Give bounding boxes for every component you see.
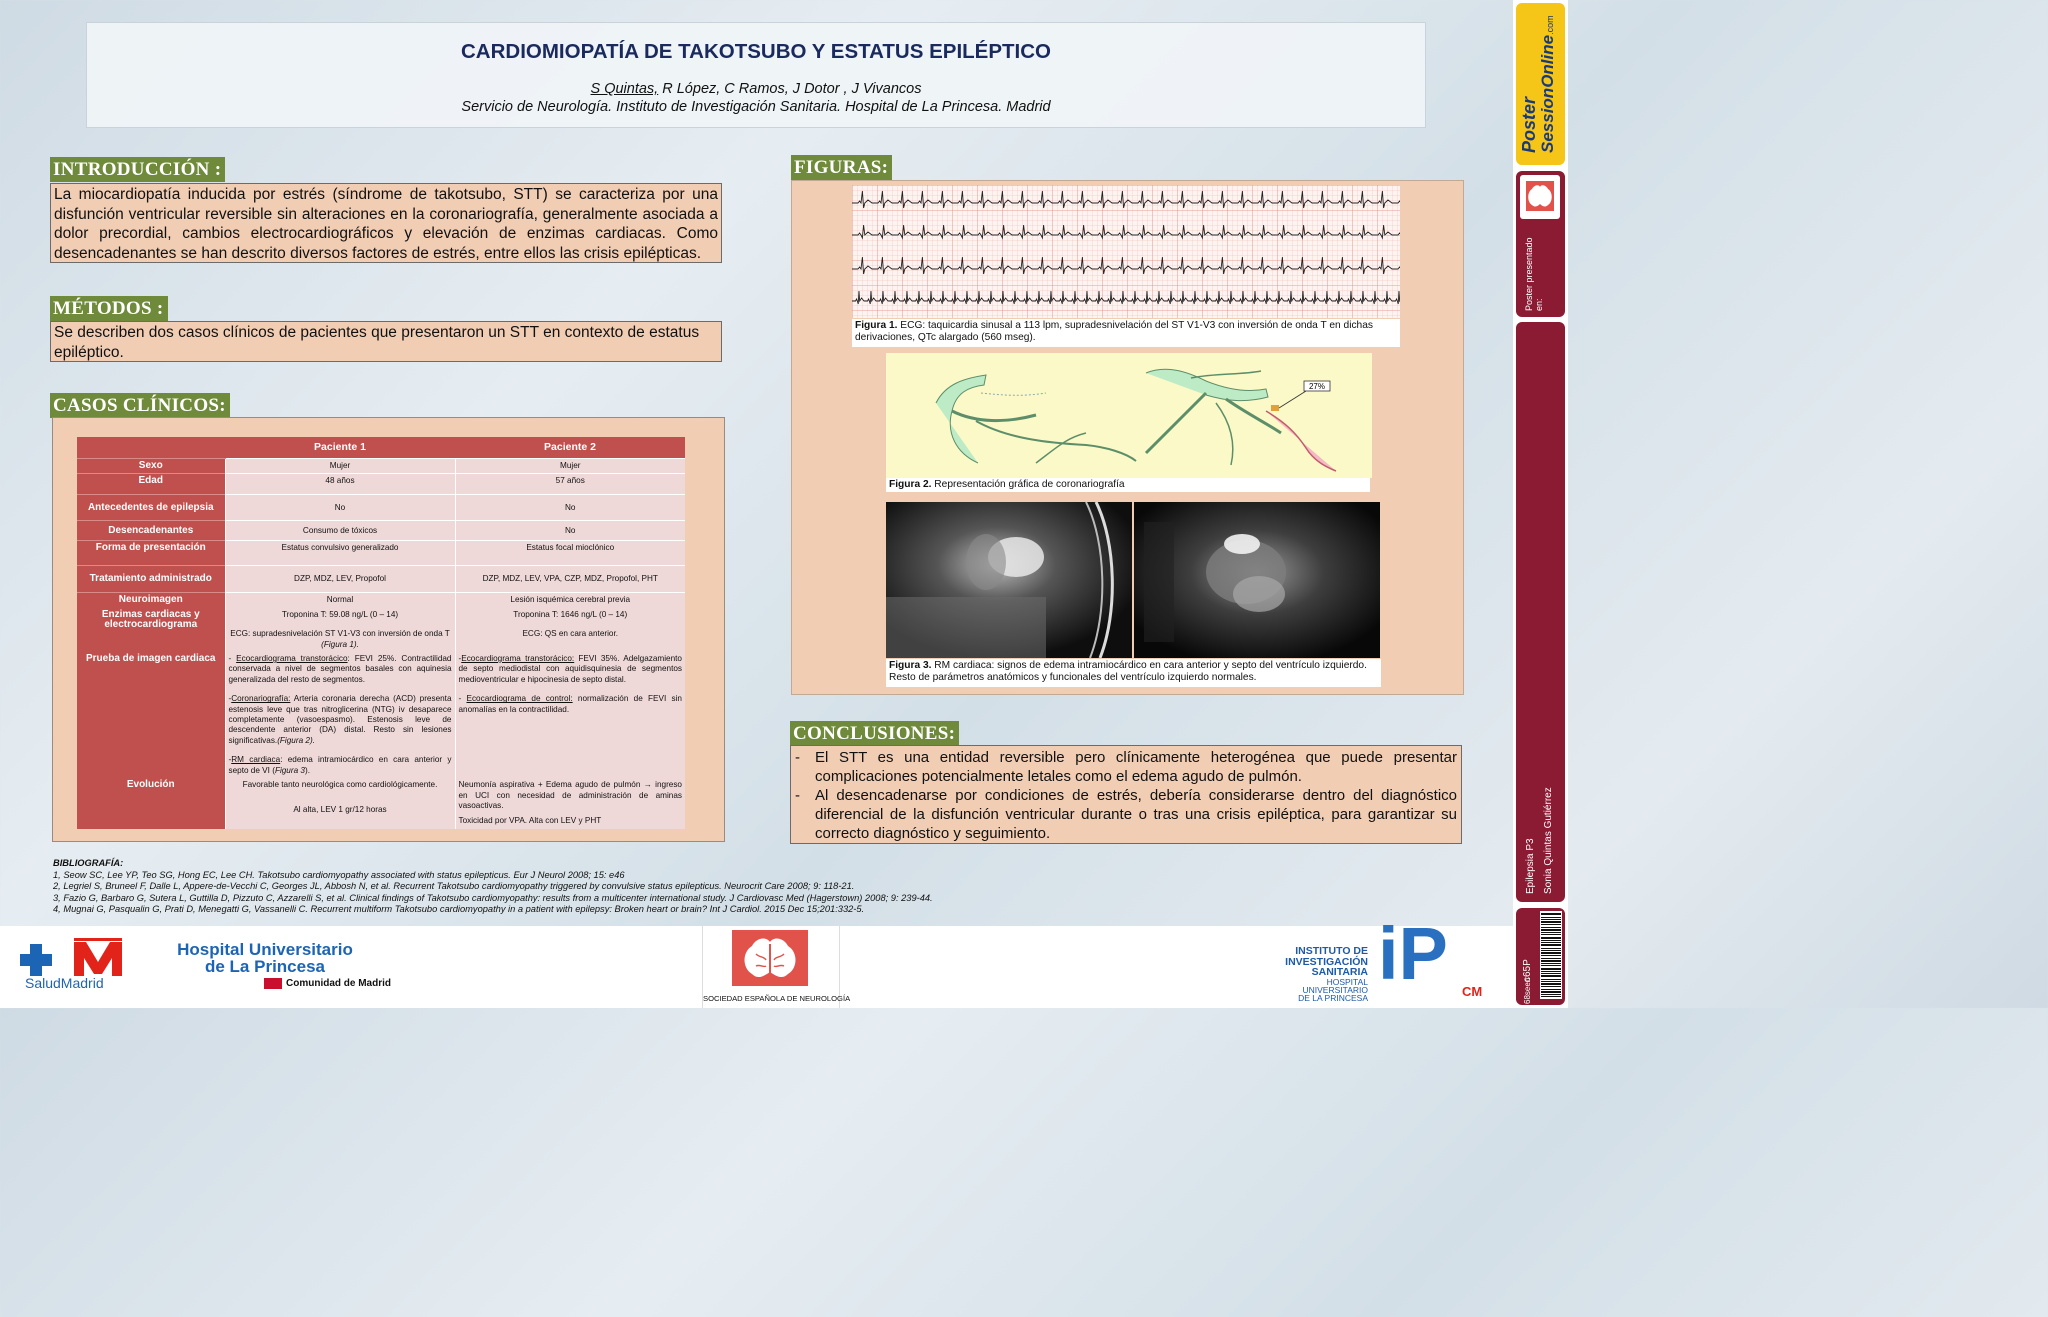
barcode-bar <box>1541 932 1561 933</box>
cell-p1-antecedentes: No <box>225 495 455 521</box>
instituto-line-3: SANITARIA <box>1311 966 1368 978</box>
barcode-bar <box>1541 955 1561 956</box>
barcode-bar <box>1541 927 1561 928</box>
barcode-bar <box>1541 989 1561 990</box>
table-corner <box>77 437 225 459</box>
instituto-line-2: INVESTIGACIÓN <box>1285 955 1368 968</box>
presented-block <box>1516 171 1565 317</box>
table-row <box>77 495 685 521</box>
figure-3-label: Figura 3. <box>889 660 932 671</box>
poster-header <box>86 22 1426 128</box>
cell-p2-neuroimagen: Lesión isquémica cerebral previa <box>455 593 685 608</box>
header-paciente-1: Paciente 1 <box>225 437 455 459</box>
barcode-bar <box>1541 921 1561 923</box>
p2-evolucion-a: Neumonía aspirativa + Edema agudo de pulmón → ingreso en UCI con necesidad de administración de aminas vasoactivas. <box>458 780 682 810</box>
cell-p2-forma: Estatus focal mioclónico <box>455 541 685 566</box>
sen-logo-block <box>702 926 851 1008</box>
figure-3-text: RM cardiaca: signos de edema intramiocárdico en cara anterior y septo del ventrículo izquierdo. Resto de parámetros anatómicos y funcionales del ventrículo izquierdo normales. <box>889 660 1367 684</box>
barcode-bar <box>1541 973 1561 974</box>
sen-small-logo <box>1520 175 1560 219</box>
p1-evolucion-b: Al alta, LEV 1 gr/12 horas <box>293 804 387 814</box>
p2-eco-text: FEVI 35%. Adelgazamiento de septo mediodistal con aquidisquinesia de segmentos medioventricular e hipocinesia de septo distal. <box>458 654 682 684</box>
introduccion-text: La miocardiopatía inducida por estrés (síndrome de takotsubo, STT) se caracteriza por una disfunción ventricular reversible sin alteraciones en la coronariografía, generalmente asociada a dolor precordial, cambios electrocardiográficos y elevación de enzimas cardiacas. Como desencadenantes se han descrito diversos factores de estrés, entre ellos las crisis epilépticas. <box>54 186 718 262</box>
barcode-text: 68seen <box>1523 977 1532 1004</box>
barcode-bar <box>1541 940 1561 941</box>
poster-title: CARDIOMIOPATÍA DE TAKOTSUBO Y ESTATUS EPILÉPTICO <box>461 40 1051 63</box>
brand-session: SessionOnline <box>1538 34 1557 153</box>
barcode-bar <box>1541 917 1561 918</box>
p2-evolucion-b: Toxicidad por VPA. Alta con LEV y PHT <box>458 816 602 826</box>
barcode-bar <box>1541 968 1561 970</box>
figure-2-caption <box>886 478 1370 492</box>
p1-coro-text: Arteria coronaria derecha (ACD) presenta estenosis leve que tras nitroglicerina (NTG) iv desaparece completamente (vasoespasmo). Estenosis leve de descendente anterior (DA) distal. Resto sin lesiones significativas. <box>228 694 452 745</box>
comunidad-flag-icon <box>264 978 282 989</box>
barcode-bar <box>1541 963 1561 964</box>
p1-eco: - Ecocardiograma transtorácico: FEVI 25%. Contractilidad conservada a nivel de segmentos basales con aquinesia generalizada del resto de segmentos. <box>228 654 452 684</box>
cell-p2-prueba <box>455 652 685 778</box>
introduccion-box <box>50 183 722 263</box>
barcode-bar <box>1541 971 1561 972</box>
first-author: S Quintas, <box>590 81 659 97</box>
p2-eco-label: Ecocardiograma transtorácico: <box>461 654 575 664</box>
figure-1-label: Figura 1. <box>855 320 898 331</box>
row-label-sexo: Sexo <box>77 459 225 474</box>
section-label-conclusiones: CONCLUSIONES: <box>790 721 959 746</box>
cell-p2-enzimas <box>455 608 685 652</box>
table-row <box>77 608 685 652</box>
row-label-prueba: Prueba de imagen cardiaca <box>77 652 225 778</box>
barcode-bar <box>1541 913 1561 915</box>
barcode-bar <box>1541 986 1561 987</box>
code-block <box>1516 908 1565 1005</box>
figure-1-caption <box>852 319 1400 347</box>
table-row <box>77 541 685 566</box>
p1-eco-label: Ecocardiograma transtorácico <box>236 654 348 664</box>
cell-p1-edad: 48 años <box>225 474 455 495</box>
cell-p1-desencadenantes: Consumo de tóxicos <box>225 521 455 541</box>
authors-line <box>87 81 1425 97</box>
p1-rm: -RM cardiaca: edema intramiocárdico en cara anterior y septo de VI (Figura 3). <box>228 755 452 775</box>
bibliografia-title: BIBLIOGRAFÍA: <box>53 858 124 868</box>
table-row <box>77 566 685 593</box>
hospital-name <box>150 941 380 975</box>
barcode-bar <box>1541 965 1561 966</box>
barcode-bar <box>1541 942 1561 943</box>
cell-p2-evolucion <box>455 778 685 829</box>
postersession-brand <box>1516 3 1565 165</box>
row-label-edad: Edad <box>77 474 225 495</box>
hospital-line-1: Hospital Universitario <box>177 940 353 959</box>
barcode-bar <box>1541 983 1561 985</box>
cell-p2-edad: 57 años <box>455 474 685 495</box>
sen-text: SOCIEDAD ESPAÑOLA DE NEUROLOGÍA <box>703 994 851 1003</box>
instituto-line-4: HOSPITAL <box>1326 976 1368 987</box>
list-item: 2, Legriel S, Bruneel F, Dalle L, Appere-de-Vecchi C, Georges JL, Abbosh N, et al. Recurrent Takotsubo cardiomyopathy triggered by convulsive status epilepticus. Neurocrit Care 2008; 9: 118-21. <box>53 881 855 892</box>
cell-p1-prueba <box>225 652 455 778</box>
list-item: 3, Fazio G, Barbaro G, Sutera L, Guttilla D, Pizzuto C, Azzarelli S, et al. Clinical findings of Takotsubo cardiomyopathy: results from a multicenter international study. J Cardiovasc Med (Hagerstown) 2008; 9: 239-44. <box>53 892 933 903</box>
presented-text: Poster presentado en: <box>1524 237 1544 311</box>
cell-p1-neuroimagen: Normal <box>225 593 455 608</box>
barcode-bar <box>1541 929 1561 931</box>
p2-ecg: ECG: QS en cara anterior. <box>522 629 619 639</box>
barcode-bar <box>1541 975 1561 977</box>
footer <box>0 912 1513 1008</box>
table-row <box>77 459 685 474</box>
list-item: - El STT es una entidad reversible pero clínicamente heterogénea que puede presentar complicaciones potencialmente letales como el edema agudo de pulmón. <box>815 748 1457 786</box>
row-label-neuroimagen: Neuroimagen <box>77 593 225 608</box>
list-item: - Al desencadenarse por condiciones de estrés, debería considerarse dentro del diagnóstico diferencial de la disfunción ventricular durante o tras una crisis epiléptica, para garantizar su correcto diagnóstico y seguimiento. <box>815 786 1457 843</box>
other-authors: R López, C Ramos, J Dotor , J Vivancos <box>658 81 922 97</box>
cell-p2-desencadenantes: No <box>455 521 685 541</box>
barcode-bar <box>1541 996 1561 997</box>
barcode-bar <box>1541 981 1561 982</box>
section-label-introduccion: INTRODUCCIÓN : <box>50 157 225 182</box>
list-item: 1, Seow SC, Lee YP, Teo SG, Hong EC, Lee CH. Takotsubo cardiomyopathy associated with status epilepticus. Eur J Neurol 2008; 15: e46 <box>53 869 625 880</box>
barcode-bar <box>1541 979 1561 980</box>
brand-poster: Poster <box>1519 96 1539 153</box>
brand-rotated <box>1519 3 1540 153</box>
sen-brain-icon <box>732 930 808 986</box>
barcode-bar <box>1541 937 1561 939</box>
mri-image-sagittal <box>886 502 1132 658</box>
row-label-enzimas: Enzimas cardiacas y electrocardiograma <box>77 608 225 652</box>
p2-ctrl-label: Ecocardiograma de control: <box>466 694 573 704</box>
p2-ctrl: - Ecocardiograma de control: normalización de FEVI sin anomalías en la contractilidad. <box>458 694 682 714</box>
barcode-bar <box>1541 944 1561 946</box>
barcode-bar <box>1541 960 1561 962</box>
instituto-line-1: INSTITUTO DE <box>1295 945 1368 957</box>
metodos-box <box>50 321 722 362</box>
instituto-line-6: DE LA PRINCESA <box>1298 992 1368 1003</box>
list-item: 4, Mugnai G, Pasqualin G, Prati D, Menegatti G, Vassanelli C. Recurrent multiform Takotsubo cardiomyopathy in a patient with epilepsy: Broken heart or brain? Int J Cardiol. 2015 Dec 15;201:332-5. <box>53 904 865 915</box>
table-header-row <box>77 437 685 459</box>
figure-2-text: Representación gráfica de coronariografía <box>931 479 1125 490</box>
metodos-text: Se describen dos casos clínicos de pacientes que presentaron un STT en contexto de estatus epiléptico. <box>54 324 700 361</box>
table-row <box>77 593 685 608</box>
p1-eco-text: : FEVI 25%. Contractilidad conservada a nivel de segmentos basales con aquinesia generalizada del resto de segmentos. <box>228 654 452 684</box>
p2-eco: -Ecocardiograma transtorácico: FEVI 35%. Adelgazamiento de septo mediodistal con aquidisquinesia de segmentos medioventricular e hipocinesia de septo distal. <box>458 654 682 684</box>
instituto-line-5: UNIVERSITARIO <box>1302 984 1368 995</box>
p1-coro-label: Coronariografía: <box>231 694 291 704</box>
p1-rm-text: : edema intramiocárdico en cara anterior y septo de VI ( <box>228 755 452 775</box>
comunidad-text: Comunidad de Madrid <box>286 978 391 989</box>
row-label-forma: Forma de presentación <box>77 541 225 566</box>
cell-p1-evolucion <box>225 778 455 829</box>
cm-logo: CM <box>1462 984 1483 999</box>
cell-p2-antecedentes: No <box>455 495 685 521</box>
table-row <box>77 652 685 778</box>
row-label-tratamiento: Tratamiento administrado <box>77 566 225 593</box>
bibliografia <box>53 858 1053 916</box>
p1-coro: -Coronariografía: Arteria coronaria derecha (ACD) presenta estenosis leve que tras nitroglicerina (NTG) iv desaparece completamente (vasoespasmo). Estenosis leve de descendente anterior (DA) distal. Resto sin lesiones significativas.(Figura 2). <box>228 694 452 745</box>
cell-p1-enzimas <box>225 608 455 652</box>
ip-logo-icon: iP <box>1378 912 1448 995</box>
section-label-figuras: FIGURAS: <box>791 155 892 180</box>
barcode-bar <box>1541 952 1561 954</box>
p1-evolucion-a: Favorable tanto neurológica como cardiológicamente. <box>242 780 438 790</box>
p1-rm-end: ). <box>304 765 310 775</box>
barcode-bar <box>1541 994 1561 995</box>
barcode-bar <box>1541 950 1561 951</box>
p1-rm-figref: Figura 3 <box>274 765 305 775</box>
section-label-casos: CASOS CLÍNICOS: <box>50 393 230 418</box>
coronariography-image <box>886 353 1372 478</box>
sen-small-brain-icon <box>1520 175 1560 219</box>
p1-ecg: ECG: supradesnivelación ST V1-V3 con inversión de onda T <box>230 629 450 639</box>
brand-rotated-2 <box>1538 3 1558 153</box>
stenosis-tag: 27% <box>1308 382 1326 391</box>
sidebar <box>1513 0 1568 1008</box>
p2-troponina: Troponina T: 1646 ng/L (0 – 14) <box>513 609 628 619</box>
barcode-bar <box>1541 948 1561 949</box>
category-block <box>1516 322 1565 902</box>
figure-3-caption <box>886 659 1381 687</box>
casos-table <box>77 437 685 829</box>
barcode <box>1540 911 1562 999</box>
barcode-bar <box>1541 934 1561 935</box>
mri-image-coronal <box>1134 502 1380 658</box>
barcode-bar <box>1541 958 1561 959</box>
row-label-desencadenantes: Desencadenantes <box>77 521 225 541</box>
conclusiones-list <box>791 746 1461 843</box>
category-text: Epilepsia P3 <box>1525 838 1536 894</box>
row-label-antecedentes: Antecedentes de epilepsia <box>77 495 225 521</box>
barcode-bar <box>1541 991 1561 993</box>
barcode-bar <box>1541 924 1561 925</box>
p1-ecg-figref: (Figura 1). <box>321 639 359 649</box>
p2-ctrl-text: normalización de FEVI sin anomalías en la contractilidad. <box>458 694 682 714</box>
figure-1-text: ECG: taquicardia sinusal a 113 lpm, supradesnivelación del ST V1-V3 con inversión de onda T en dichas derivaciones, QTc alargado (560 mseg). <box>855 320 1373 344</box>
barcode-icon <box>1540 911 1562 999</box>
cell-p2-sexo: Mujer <box>455 459 685 474</box>
poster-code: c65P <box>1522 959 1533 982</box>
instituto-logo-text <box>1252 946 1368 1002</box>
header-paciente-2: Paciente 2 <box>455 437 685 459</box>
conclusiones-box <box>790 745 1462 844</box>
row-label-evolucion: Evolución <box>77 778 225 829</box>
cell-p1-sexo: Mujer <box>225 459 455 474</box>
cell-p1-tratamiento: DZP, MDZ, LEV, Propofol <box>225 566 455 593</box>
figure-2-label: Figura 2. <box>889 479 932 490</box>
cell-p1-forma: Estatus convulsivo generalizado <box>225 541 455 566</box>
salud-madrid-text: SaludMadrid <box>25 975 104 991</box>
p1-coro-figref: (Figura 2). <box>277 735 315 745</box>
section-label-metodos: MÉTODOS : <box>50 296 168 321</box>
hospital-line-2: de La Princesa <box>204 957 325 976</box>
barcode-bar <box>1541 919 1561 920</box>
p1-rm-label: RM cardiaca <box>231 755 281 765</box>
table-row <box>77 778 685 829</box>
author-text: Sonia Quintas Gutiérrez <box>1543 787 1554 894</box>
comunidad-madrid <box>264 978 391 989</box>
affiliation: Servicio de Neurología. Instituto de Investigación Sanitaria. Hospital de La Princesa. Madrid <box>461 99 1051 115</box>
table-row <box>77 474 685 495</box>
p1-troponina: Troponina T: 59.08 ng/L (0 – 14) <box>281 609 399 619</box>
cell-p2-tratamiento: DZP, MDZ, LEV, VPA, CZP, MDZ, Propofol, PHT <box>455 566 685 593</box>
table-row <box>77 521 685 541</box>
brand-com: .com <box>1545 15 1555 35</box>
ecg-image <box>852 185 1400 318</box>
